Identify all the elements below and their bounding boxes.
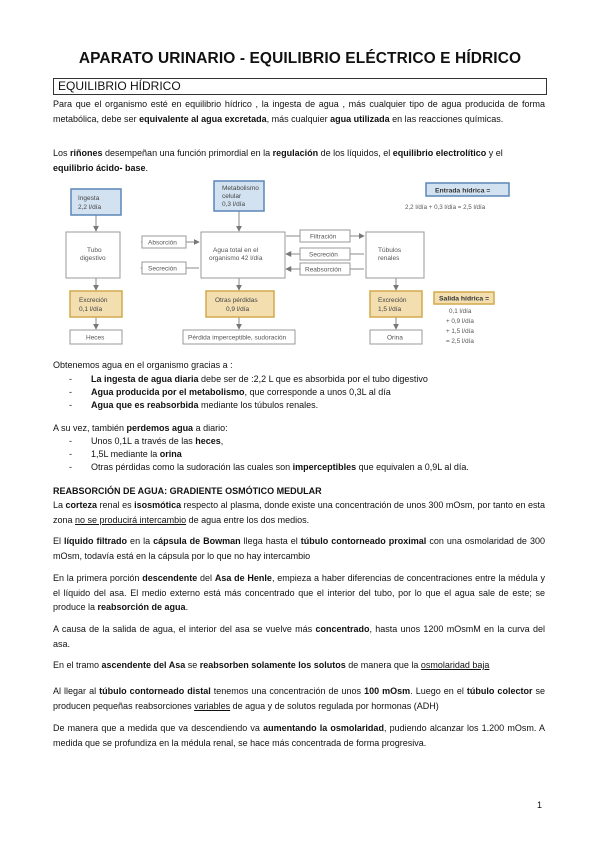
svg-text:Metabolismo: Metabolismo bbox=[222, 185, 259, 192]
distal-paragraph: Al llegar al túbulo contorneado distal tenemos una concentración de unos 100 mOsm. Luego en el túbulo colector se producen pequeñas reabsorciones variables de agua y de solutos regulada por hormonas (ADH) bbox=[53, 686, 546, 711]
svg-text:0,9 l/día: 0,9 l/día bbox=[226, 306, 250, 313]
obtenemos-lead: Obtenemos agua en el organismo gracias a : bbox=[53, 360, 233, 370]
list-item: - La ingesta de agua diaria debe ser de :2,2 L que es absorbida por el tubo digestivo bbox=[86, 373, 428, 386]
page-number: 1 bbox=[537, 800, 543, 810]
list-item: - Agua que es reabsorbida mediante los túbulos renales. bbox=[86, 399, 428, 412]
list-item: - Unos 0,1L a través de las heces, bbox=[86, 435, 469, 448]
ingesta-box bbox=[71, 189, 121, 215]
list-item: - Otras pérdidas como la sudoración las cuales son imperceptibles que equivalen a 0,9L al día. bbox=[86, 461, 469, 474]
svg-text:+ 1,5 l/día: + 1,5 l/día bbox=[446, 328, 474, 335]
medida-paragraph: De manera que a medida que va descendiendo va aumentando la osmolaridad, pudiendo alcanzar los 1.200 mOsm. A medida que se profundiza en la médula renal, se hace más concentrada de forma progresiva. bbox=[53, 723, 546, 748]
svg-text:Tubo: Tubo bbox=[87, 247, 102, 254]
agua-total-box bbox=[201, 232, 285, 278]
absorcion-box bbox=[142, 236, 186, 248]
svg-text:1,5 l/día: 1,5 l/día bbox=[378, 306, 402, 313]
svg-text:= 2,5 l/día: = 2,5 l/día bbox=[446, 338, 474, 345]
svg-text:0,1 l/día: 0,1 l/día bbox=[79, 306, 103, 313]
perdemos-lead: A su vez, también perdemos agua a diario: bbox=[53, 423, 228, 433]
svg-text:2,2 l/día + 0,3 l/día = 2,5 l/: 2,2 l/día + 0,3 l/día = 2,5 l/día bbox=[405, 204, 486, 211]
svg-text:Excreción: Excreción bbox=[79, 297, 108, 304]
svg-text:0,1 l/día: 0,1 l/día bbox=[449, 308, 472, 315]
secrecion-left-box bbox=[142, 262, 186, 274]
heces-box bbox=[70, 330, 122, 344]
svg-text:Secreción: Secreción bbox=[148, 265, 177, 273]
reabsorcion-heading: REABSORCIÓN DE AGUA: GRADIENTE OSMÓTICO MEDULAR bbox=[53, 486, 322, 496]
entrada-hidrica-box bbox=[405, 183, 509, 211]
section-heading: EQUILIBRIO HÍDRICO bbox=[53, 78, 547, 95]
tubo-digestivo-box bbox=[66, 232, 120, 278]
orina-box bbox=[370, 330, 422, 344]
filtrado-paragraph: El líquido filtrado en la cápsula de Bowman llega hasta el túbulo contorneado proximal con una osmolaridad de 300 mOsm, todavía está en la cápsula por lo que no hay intercambio bbox=[53, 536, 545, 561]
svg-text:Ingesta: Ingesta bbox=[78, 195, 100, 202]
salida-agua-paragraph: A causa de la salida de agua, el interior del asa se vuelve más concentrado, hasta unos 1200 mOsmM en la curva del asa. bbox=[53, 624, 545, 649]
henle-paragraph: En la primera porción descendente del Asa de Henle, empieza a haber diferencias de concentraciones entre la médula y el líquido del asa. El medio externo está más concentrado que el interior del tubo, por lo que el agua sale de este; se produce la reabsorción de agua. bbox=[53, 573, 545, 613]
svg-text:digestivo: digestivo bbox=[80, 255, 106, 262]
water-balance-diagram bbox=[56, 178, 550, 348]
svg-text:Otras pérdidas: Otras pérdidas bbox=[215, 297, 258, 304]
perdemos-list bbox=[86, 435, 469, 475]
secrecion-right-box bbox=[300, 248, 350, 260]
page-title: APARATO URINARIO - EQUILIBRIO ELÉCTRICO E HÍDRICO bbox=[78, 50, 522, 67]
corteza-paragraph: La corteza renal es isosmótica respecto al plasma, donde existe una concentración de unos 300 mOsm, por tanto en esta zona no se producirá intercambio de agua entre los dos medios. bbox=[53, 500, 546, 525]
reabsorcion-box bbox=[300, 263, 350, 275]
svg-text:Filtración: Filtración bbox=[310, 233, 337, 241]
svg-text:Entrada hídrica =: Entrada hídrica = bbox=[435, 187, 491, 195]
svg-text:Orina: Orina bbox=[387, 334, 403, 342]
excrecion-orina-box bbox=[370, 291, 422, 317]
svg-text:Secreción: Secreción bbox=[309, 251, 338, 259]
svg-text:Reabsorción: Reabsorción bbox=[305, 266, 342, 274]
salida-hidrica-box bbox=[434, 292, 494, 345]
svg-text:Agua total en el: Agua total en el bbox=[213, 247, 259, 254]
svg-text:2,2 l/día: 2,2 l/día bbox=[78, 204, 102, 211]
svg-text:renales: renales bbox=[378, 255, 400, 262]
perdida-imperceptible-box bbox=[183, 330, 295, 344]
svg-text:+ 0,9 l/día: + 0,9 l/día bbox=[446, 318, 474, 325]
obtenemos-list bbox=[86, 373, 428, 413]
tubulos-renales-box bbox=[366, 232, 424, 278]
svg-text:organismo 42 l/día: organismo 42 l/día bbox=[209, 255, 263, 262]
otras-perdidas-box bbox=[206, 291, 274, 317]
list-item: - 1,5L mediante la orina bbox=[86, 448, 469, 461]
filtracion-box bbox=[300, 230, 350, 242]
svg-text:0,3 l/día: 0,3 l/día bbox=[222, 201, 246, 208]
svg-text:celular: celular bbox=[222, 193, 242, 200]
svg-text:Excreción: Excreción bbox=[378, 297, 407, 304]
intro-paragraph: Para que el organismo esté en equilibrio hídrico , la ingesta de agua , más cualquier tipo de agua producida de forma metabólica, debe ser equivalente al agua excretada, más cualquier agua utilizada en las reacciones químicas. bbox=[53, 99, 545, 124]
svg-text:Túbulos: Túbulos bbox=[378, 247, 402, 254]
svg-text:Heces: Heces bbox=[86, 334, 105, 342]
metabolismo-box bbox=[214, 181, 264, 211]
svg-text:Absorción: Absorción bbox=[148, 239, 177, 247]
svg-text:Salida hídrica =: Salida hídrica = bbox=[439, 295, 490, 303]
svg-text:Pérdida imperceptible, sudorac: Pérdida imperceptible, sudoración bbox=[188, 334, 287, 342]
ascendente-paragraph: En el tramo ascendente del Asa se reabsorben solamente los solutos de manera que la osmolaridad baja bbox=[53, 660, 490, 670]
rinones-paragraph: Los riñones desempeñan una función primordial en la regulación de los líquidos, el equilibrio electrolítico y el equilibrio ácido- base. bbox=[53, 148, 503, 173]
excrecion-heces-box bbox=[70, 291, 122, 317]
list-item: - Agua producida por el metabolismo, que corresponde a unos 0,3L al día bbox=[86, 386, 428, 399]
